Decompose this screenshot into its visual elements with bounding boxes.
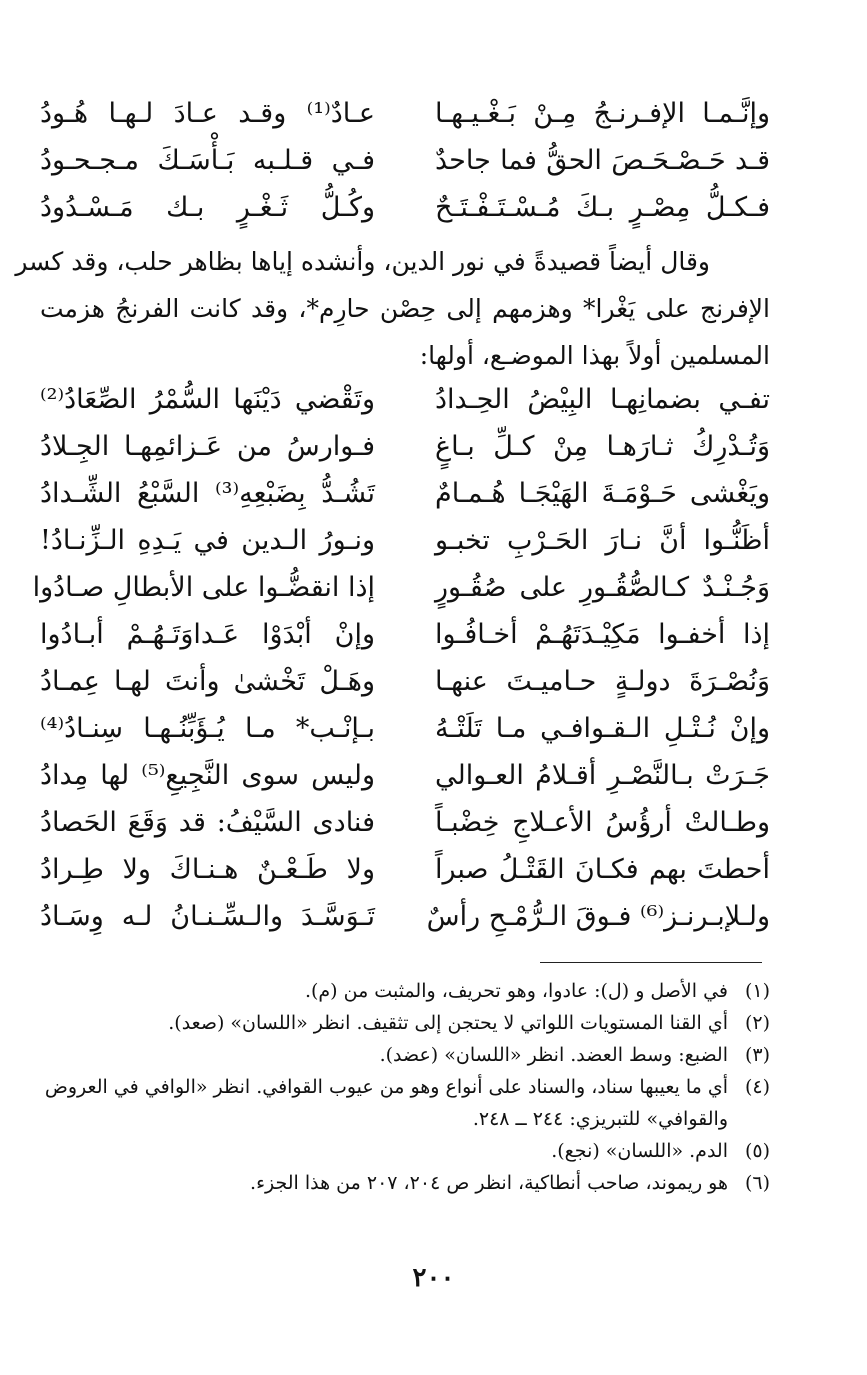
footnote xyxy=(40,1071,770,1135)
verse-line xyxy=(40,376,770,423)
verse-right-hemistich: وإنْ نُـتْـلِ الـقـوافـي مـا تَلَتْـهُ xyxy=(435,713,770,744)
verse-left-hemistich: وليس سوى النَّجِيعِ⁽⁵⁾ لها مِدادُ xyxy=(40,760,375,791)
verse-line xyxy=(40,705,770,752)
prose-line: الإفرنج على يَغْرا* وهزمهم إلى حِصْن حارِم*، وقد كانت الفرنجُ هزمت xyxy=(40,294,770,323)
footnote-number: (١) xyxy=(744,980,770,1002)
verse-line xyxy=(40,799,770,846)
verse-right-hemistich: وطـالتْ أرؤُسُ الأعـلاجِ خِضْبـاً xyxy=(435,807,770,838)
prose-intro xyxy=(15,238,770,379)
verse-right-hemistich: ويَغْشى حَـوْمَـةَ الهَيْجَـا هُـمـامٌ xyxy=(435,478,770,509)
verse-left-hemistich: تَـوَسَّـدَ والـسِّـنـانُ لـه وِسَـادُ xyxy=(40,901,375,932)
verse-left-hemistich: تَشُـدُّ بِضَبْعِهِ⁽³⁾ السَّبْعُ الشِّـدادُ xyxy=(40,478,375,509)
footnote-number: (٣) xyxy=(744,1044,770,1066)
verse-right-hemistich: قـد حَـصْـحَـصَ الحقُّ فما جاحدٌ xyxy=(435,145,770,176)
verse-left-hemistich: فنادى السَّيْفُ: قد وَقَعَ الحَصادُ xyxy=(40,807,375,838)
prose-line: وقال أيضاً قصيدةً في نور الدين، وأنشده إياها بظاهر حلب، وقد كسر xyxy=(15,247,710,276)
footnote xyxy=(40,1135,770,1167)
verse-line xyxy=(40,752,770,799)
footnote xyxy=(40,1167,770,1199)
verse-line xyxy=(40,184,770,231)
verse-line xyxy=(40,893,770,940)
verse-right-hemistich: أحطتَ بهم فكـانَ القَتْـلُ صبراً xyxy=(435,854,770,885)
verse-line xyxy=(40,423,770,470)
footnote-separator xyxy=(540,962,762,963)
footnote xyxy=(40,1039,770,1071)
verse-line xyxy=(40,137,770,184)
verse-line xyxy=(40,517,770,564)
verse-right-hemistich: ولـلإبـرنـز⁽⁶⁾ فـوقَ الـرُّمْـحِ رأسٌ xyxy=(426,901,770,932)
footnote-number: (٢) xyxy=(744,1012,770,1034)
verse-left-hemistich: وكُـلُّ ثَـغْـرٍ بـك مَـسْـدُودُ xyxy=(40,192,375,223)
verse-left-hemistich: فـي قـلـبه بَـأْسَـكَ مـجـحـودُ xyxy=(40,145,375,176)
verse-left-hemistich: وتَقْضي دَيْنَها السُّمْرُ الصِّعَادُ⁽²⁾ xyxy=(40,384,375,415)
verse-line xyxy=(32,564,770,611)
footnote-text: أي ما يعيبها سناد، والسناد على أنواع وهو من عيوب القوافي. انظر «الوافي في العروض والقوافي» للتبريزي: ٢٤٤ ــ ٢٤٨. xyxy=(44,1076,728,1130)
verse-left-hemistich: ولا طَـعْـنٌ هـنـاكَ ولا طِـرادُ xyxy=(40,854,375,885)
footnotes xyxy=(40,975,770,1199)
verse-line xyxy=(40,658,770,705)
verse-right-hemistich: فـكـلُّ مِصْـرٍ بـكَ مُـسْـتَـفْـتَـحٌ xyxy=(435,192,770,223)
verse-left-hemistich: وإنْ أبْدَوْا عَـداوَتَـهُـمْ أبـادُوا xyxy=(40,619,375,650)
footnote-text: هو ريموند، صاحب أنطاكية، انظر ص ٢٠٤، ٢٠٧ من هذا الجزء. xyxy=(250,1172,728,1194)
footnote-number: (٥) xyxy=(744,1140,770,1162)
footnote-text: أي القنا المستويات اللواتي لا يحتجن إلى تثقيف. انظر «اللسان» (صعد). xyxy=(168,1012,728,1034)
footnote-number: (٦) xyxy=(744,1172,770,1194)
footnote xyxy=(40,1007,770,1039)
verse-right-hemistich: أظَنُّـوا أنَّ نـارَ الحَـرْبِ تخبـو xyxy=(435,525,770,556)
footnote-text: الضبع: وسط العضد. انظر «اللسان» (عضد). xyxy=(379,1044,728,1066)
footnote xyxy=(40,975,770,1007)
verse-line xyxy=(40,470,770,517)
verse-line xyxy=(40,90,770,137)
verse-left-hemistich: بـإنْـب* مـا يُـؤَبِّنُـهـا سِنـادُ⁽⁴⁾ xyxy=(40,713,375,744)
page-number: ٢٠٠ xyxy=(412,1263,455,1293)
verse-right-hemistich: وَنُصْـرَةَ دولـةٍ حـاميـتَ عنهـا xyxy=(435,666,770,697)
verse-right-hemistich: وَجُـنْـدٌ كـالصُّقُـورِ على صُقُـورٍ xyxy=(435,572,770,603)
verse-right-hemistich: وَتُـدْرِكُ ثـارَهـا مِنْ كـلِّ بـاغٍ xyxy=(435,431,770,462)
poem-verses xyxy=(32,376,770,940)
verse-left-hemistich: فـوارسُ من عَـزائمِهـا الجِـلادُ xyxy=(40,431,375,462)
verse-left-hemistich: عـادٌ⁽¹⁾ وقـد عـادَ لـهـا هُـودُ xyxy=(40,98,375,129)
verse-line xyxy=(40,846,770,893)
prose-line: المسلمين أولاً بهذا الموضـع، أولها: xyxy=(419,341,770,370)
verse-left-hemistich: وهَـلْ تَخْشىٰ وأنتَ لهـا عِمـادُ xyxy=(40,666,375,697)
top-verses xyxy=(40,90,770,231)
footnote-text: الدم. «اللسان» (نجع). xyxy=(551,1140,728,1162)
verse-right-hemistich: إذا أخفـوا مَكِيْـدَتَهُـمْ أخـافُـوا xyxy=(435,619,770,650)
verse-line xyxy=(40,611,770,658)
verse-right-hemistich: تفـي بضمانِهـا البِيْضُ الحِـدادُ xyxy=(435,384,770,415)
verse-left-hemistich: ونـورُ الـدين في يَـدِهِ الـزِّنـادُ! xyxy=(40,525,375,556)
footnote-text: في الأصل و (ل): عادوا، وهو تحريف، والمثبت من (م). xyxy=(304,980,728,1002)
verse-left-hemistich: إذا انقضُّـوا على الأبطالِ صـادُوا xyxy=(32,572,375,603)
verse-right-hemistich: جَـرَتْ بـالنَّصْـرِ أقـلامُ العـوالي xyxy=(435,760,770,791)
footnote-number: (٤) xyxy=(744,1076,770,1098)
verse-right-hemistich: وإنَّـمـا الإفـرنـجُ مِـنْ بَـغْـيـهـا xyxy=(435,98,770,129)
